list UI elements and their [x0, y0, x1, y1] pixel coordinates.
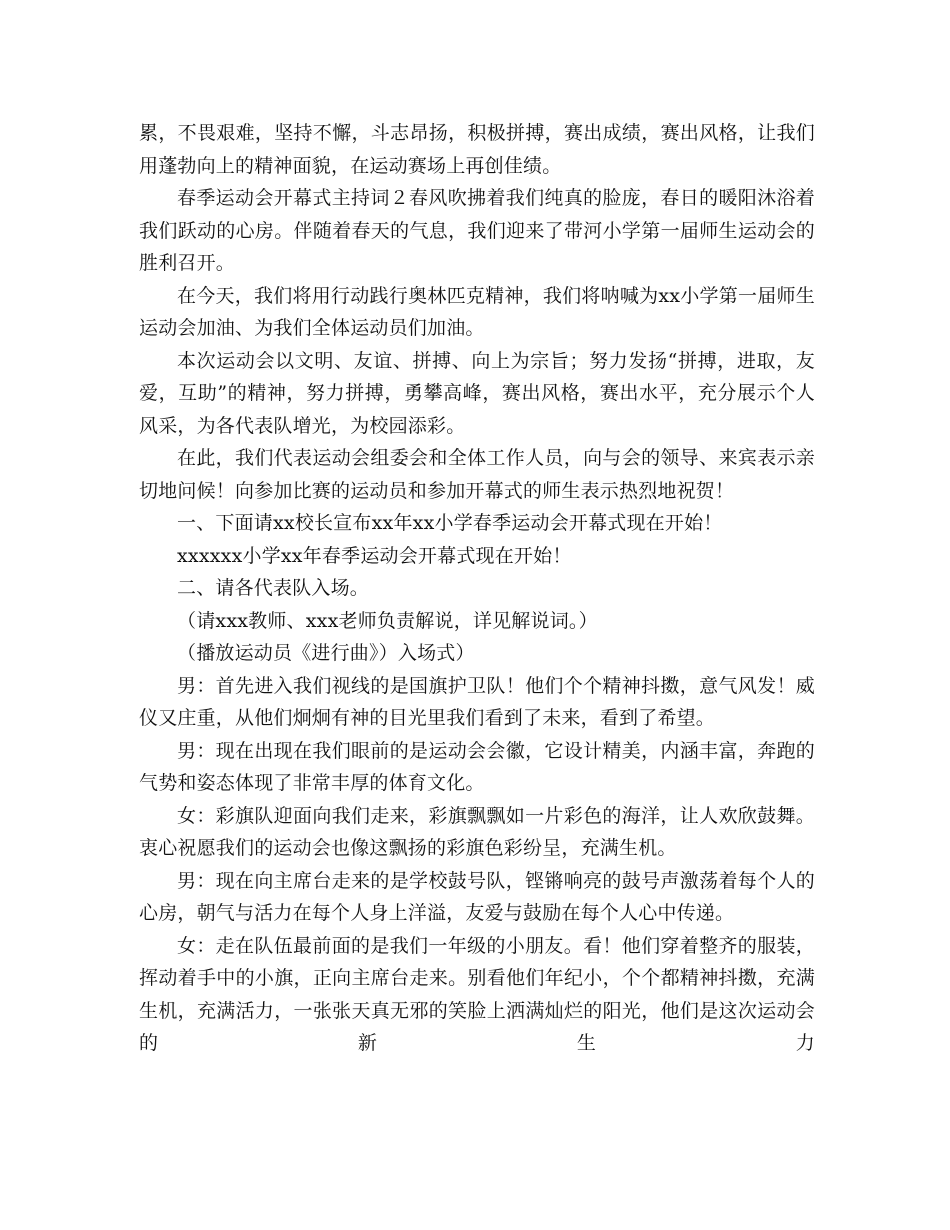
- paragraph-step-one: 一、下面请xx校长宣布xx年xx小学春季运动会开幕式现在开始！: [177, 512, 723, 534]
- paragraph-flag-guard: 男：首先进入我们视线的是国旗护卫队！他们个个精神抖擞，意气风发！威仪又庄重，从他们炯炯有神的目光里我们看到了未来，看到了希望。: [139, 674, 815, 729]
- paragraph-greetings: 在此，我们代表运动会组委会和全体工作人员，向与会的领导、来宾表示亲切地问候！向参加比赛的运动员和参加开幕式的师生表示热烈地祝贺！: [139, 447, 815, 502]
- paragraph-olympic-spirit: 在今天，我们将用行动践行奥林匹克精神，我们将呐喊为xx小学第一届师生运动会加油、为我们全体运动员们加油。: [139, 284, 815, 339]
- paragraph-first-grade: 女：走在队伍最前面的是我们一年级的小朋友。看！他们穿着整齐的服装，挥动着手中的小旗，正向主席台走来。别看他们年纪小，个个都精神抖擞，充满生机，充满活力，一张张天真无邪的笑脸上洒满灿烂的阳光，他们是这次运动会的新生力: [139, 934, 815, 1054]
- paragraph-drum-band: 男：现在向主席台走来的是学校鼓号队，铿锵响亮的鼓号声激荡着每个人的心房，朝气与活力在每个人身上洋溢，友爱与鼓励在每个人心中传递。: [139, 869, 815, 924]
- paragraph-continuation: 累，不畏艰难，坚持不懈，斗志昂扬，积极拼搏，赛出成绩，赛出风格，让我们用蓬勃向上的精神面貌，在运动赛场上再创佳绩。: [139, 122, 815, 177]
- paragraph-purpose: 本次运动会以文明、友谊、拼搏、向上为宗旨；努力发扬“拼搏，进取，友爱，互助”的精神，努力拼搏，勇攀高峰，赛出风格，赛出水平，充分展示个人风采，为各代表队增光，为校园添彩。: [139, 349, 815, 437]
- paragraph-spring-intro: 春季运动会开幕式主持词２春风吹拂着我们纯真的脸庞，春日的暖阳沐浴着我们跃动的心房。伴随着春天的气息，我们迎来了带河小学第一届师生运动会的胜利召开。: [139, 187, 815, 274]
- paragraph-opening-announcement: xxxxxx小学xx年春季运动会开幕式现在开始！: [177, 544, 572, 567]
- paragraph-march-note: （播放运动员《进行曲》）入场式）: [177, 642, 475, 664]
- document-body: [139, 117, 815, 1060]
- paragraph-emblem: 男：现在出现在我们眼前的是运动会会徽，它设计精美，内涵丰富，奔跑的气势和姿态体现了非常丰厚的体育文化。: [139, 739, 815, 794]
- paragraph-color-flags: 女：彩旗队迎面向我们走来，彩旗飘飘如一片彩色的海洋，让人欢欣鼓舞。衷心祝愿我们的运动会也像这飘扬的彩旗色彩纷呈，充满生机。: [139, 804, 815, 859]
- paragraph-step-two: 二、请各代表队入场。: [177, 577, 370, 599]
- paragraph-commentary-note: （请xxx教师、xxx老师负责解说，详见解说词。）: [177, 609, 598, 632]
